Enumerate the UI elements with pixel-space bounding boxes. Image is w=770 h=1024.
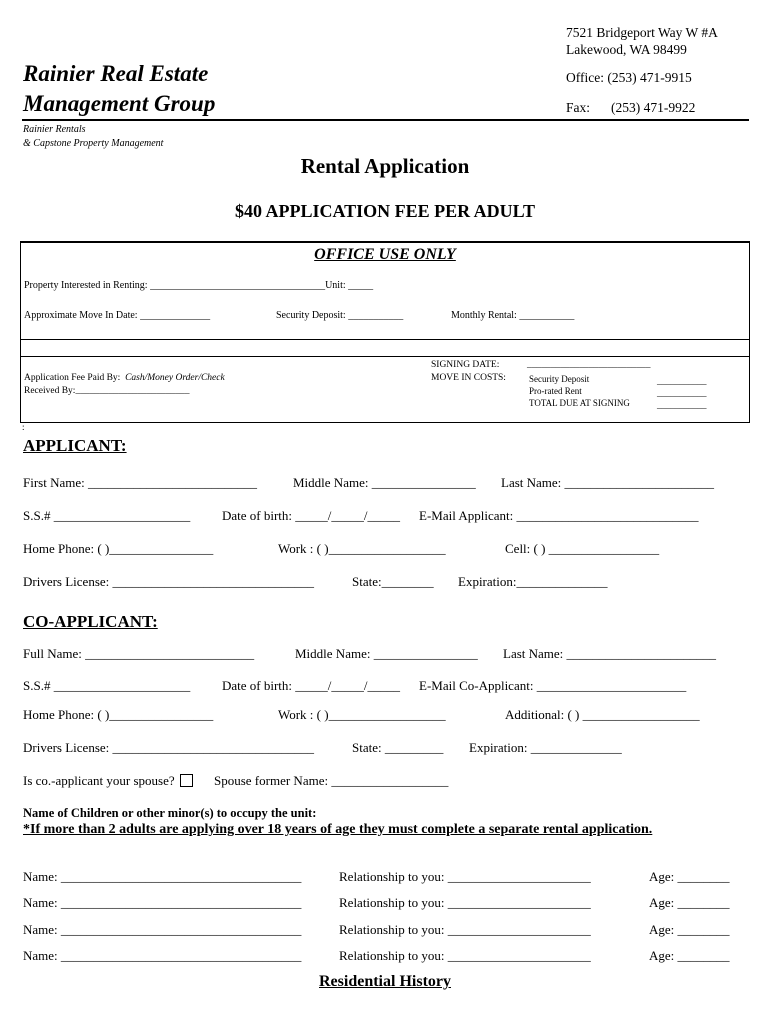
child-relationship-field[interactable]: Relationship to you: ______________________ xyxy=(339,948,591,963)
child-relationship-field[interactable]: Relationship to you: ______________________ xyxy=(339,922,591,937)
co-applicant-ssn-field[interactable]: S.S.# _____________________ xyxy=(23,678,191,693)
child-age-field[interactable]: Age: ________ xyxy=(649,922,730,937)
cost-total-due: TOTAL DUE AT SIGNING xyxy=(529,398,630,408)
fax-label: Fax: xyxy=(566,100,591,115)
fax-number: (253) 471-9922 xyxy=(611,100,696,115)
child-name-field[interactable]: Name: _____________________________________ xyxy=(23,869,302,884)
spouse-former-name-field[interactable]: Spouse former Name: __________________ xyxy=(214,773,449,788)
address-line-1: 7521 Bridgeport Way W #A xyxy=(566,25,718,40)
applicant-middle-name-field[interactable]: Middle Name: ________________ xyxy=(293,475,476,490)
subsidiary-1: Rainier Rentals xyxy=(23,124,86,135)
applicant-last-name-field[interactable]: Last Name: _______________________ xyxy=(501,475,715,490)
child-age-field[interactable]: Age: ________ xyxy=(649,948,730,963)
office-phone: Office: (253) 471-9915 xyxy=(566,70,692,85)
child-name-field[interactable]: Name: _____________________________________ xyxy=(23,922,302,937)
applicant-ssn-field[interactable]: S.S.# _____________________ xyxy=(23,508,191,523)
applicant-first-name-field[interactable]: First Name: __________________________ xyxy=(23,475,257,490)
stray-colon: : xyxy=(22,422,25,432)
co-applicant-middle-name-field[interactable]: Middle Name: ________________ xyxy=(295,646,478,661)
co-applicant-expiration-field[interactable]: Expiration: ______________ xyxy=(469,740,622,755)
applicant-expiration-field[interactable]: Expiration:______________ xyxy=(458,574,608,589)
address-line-2: Lakewood, WA 98499 xyxy=(566,42,687,57)
office-divider-2 xyxy=(20,356,750,357)
spouse-question xyxy=(23,773,196,789)
property-interested-field[interactable]: Property Interested in Renting: ___________________________________Unit: _____ xyxy=(24,280,374,291)
company-name-line-1: Rainier Real Estate xyxy=(23,61,209,86)
spouse-checkbox[interactable] xyxy=(180,774,193,787)
monthly-rental-field[interactable]: Monthly Rental: ___________ xyxy=(451,310,575,321)
co-applicant-work-phone-field[interactable]: Work : ( )__________________ xyxy=(278,707,446,722)
co-applicant-license-field[interactable]: Drivers License: _______________________________ xyxy=(23,740,315,755)
applicant-work-phone-field[interactable]: Work : ( )__________________ xyxy=(278,541,446,556)
security-deposit-field[interactable]: Security Deposit: ___________ xyxy=(276,310,404,321)
co-applicant-dob-field[interactable]: Date of birth: _____/_____/_____ xyxy=(222,678,401,693)
cost-total-field[interactable]: ___________ xyxy=(657,400,707,410)
office-use-heading: OFFICE USE ONLY xyxy=(314,246,456,263)
cost-deposit-field[interactable]: ___________ xyxy=(657,376,707,386)
applicant-home-phone-field[interactable]: Home Phone: ( )________________ xyxy=(23,541,214,556)
fee-notice: $40 APPLICATION FEE PER ADULT xyxy=(234,201,536,221)
child-name-field[interactable]: Name: _____________________________________ xyxy=(23,948,302,963)
subsidiary-2: & Capstone Property Management xyxy=(23,138,164,149)
applicant-cell-phone-field[interactable]: Cell: ( ) _________________ xyxy=(505,541,660,556)
co-applicant-heading: CO-APPLICANT: xyxy=(23,612,158,631)
co-applicant-additional-phone-field[interactable]: Additional: ( ) __________________ xyxy=(505,707,700,722)
applicant-state-field[interactable]: State:________ xyxy=(352,574,434,589)
signing-date-label: SIGNING DATE: xyxy=(431,360,500,370)
residential-history-heading: Residential History xyxy=(319,973,451,990)
received-by-field[interactable]: Received By:________________________ xyxy=(24,386,190,396)
children-label: Name of Children or other minor(s) to occupy the unit: xyxy=(23,806,317,820)
co-applicant-last-name-field[interactable]: Last Name: _______________________ xyxy=(503,646,717,661)
move-in-date-field[interactable]: Approximate Move In Date: ______________ xyxy=(24,310,211,321)
adult-notice: *If more than 2 adults are applying over 18 years of age they must complete a separate rental application. xyxy=(23,822,653,837)
company-name-line-2: Management Group xyxy=(23,91,216,116)
applicant-heading: APPLICANT: xyxy=(23,436,127,455)
header-divider xyxy=(22,119,749,121)
child-relationship-field[interactable]: Relationship to you: ______________________ xyxy=(339,869,591,884)
child-relationship-field[interactable]: Relationship to you: ______________________ xyxy=(339,895,591,910)
co-applicant-home-phone-field[interactable]: Home Phone: ( )________________ xyxy=(23,707,214,722)
move-in-costs-label: MOVE IN COSTS: xyxy=(431,373,506,383)
co-applicant-email-field[interactable]: E-Mail Co-Applicant: _______________________ xyxy=(419,678,687,693)
cost-prorated-field[interactable]: ___________ xyxy=(657,388,707,398)
signing-date-field[interactable]: __________________________ xyxy=(527,360,651,370)
office-divider-1 xyxy=(20,339,750,340)
spouse-question-label: Is co.-applicant your spouse? xyxy=(23,773,175,788)
applicant-license-field[interactable]: Drivers License: _______________________________ xyxy=(23,574,315,589)
co-applicant-state-field[interactable]: State: _________ xyxy=(352,740,444,755)
child-name-field[interactable]: Name: _____________________________________ xyxy=(23,895,302,910)
fee-paid-label: Application Fee Paid By: Cash/Money Order/Check xyxy=(24,373,225,383)
cost-security-deposit: Security Deposit xyxy=(529,374,590,384)
child-age-field[interactable]: Age: ________ xyxy=(649,869,730,884)
applicant-email-field[interactable]: E-Mail Applicant: ____________________________ xyxy=(419,508,699,523)
applicant-dob-field[interactable]: Date of birth: _____/_____/_____ xyxy=(222,508,401,523)
co-applicant-full-name-field[interactable]: Full Name: __________________________ xyxy=(23,646,255,661)
child-age-field[interactable]: Age: ________ xyxy=(649,895,730,910)
page-title: Rental Application xyxy=(300,154,470,178)
cost-prorated-rent: Pro-rated Rent xyxy=(529,386,582,396)
